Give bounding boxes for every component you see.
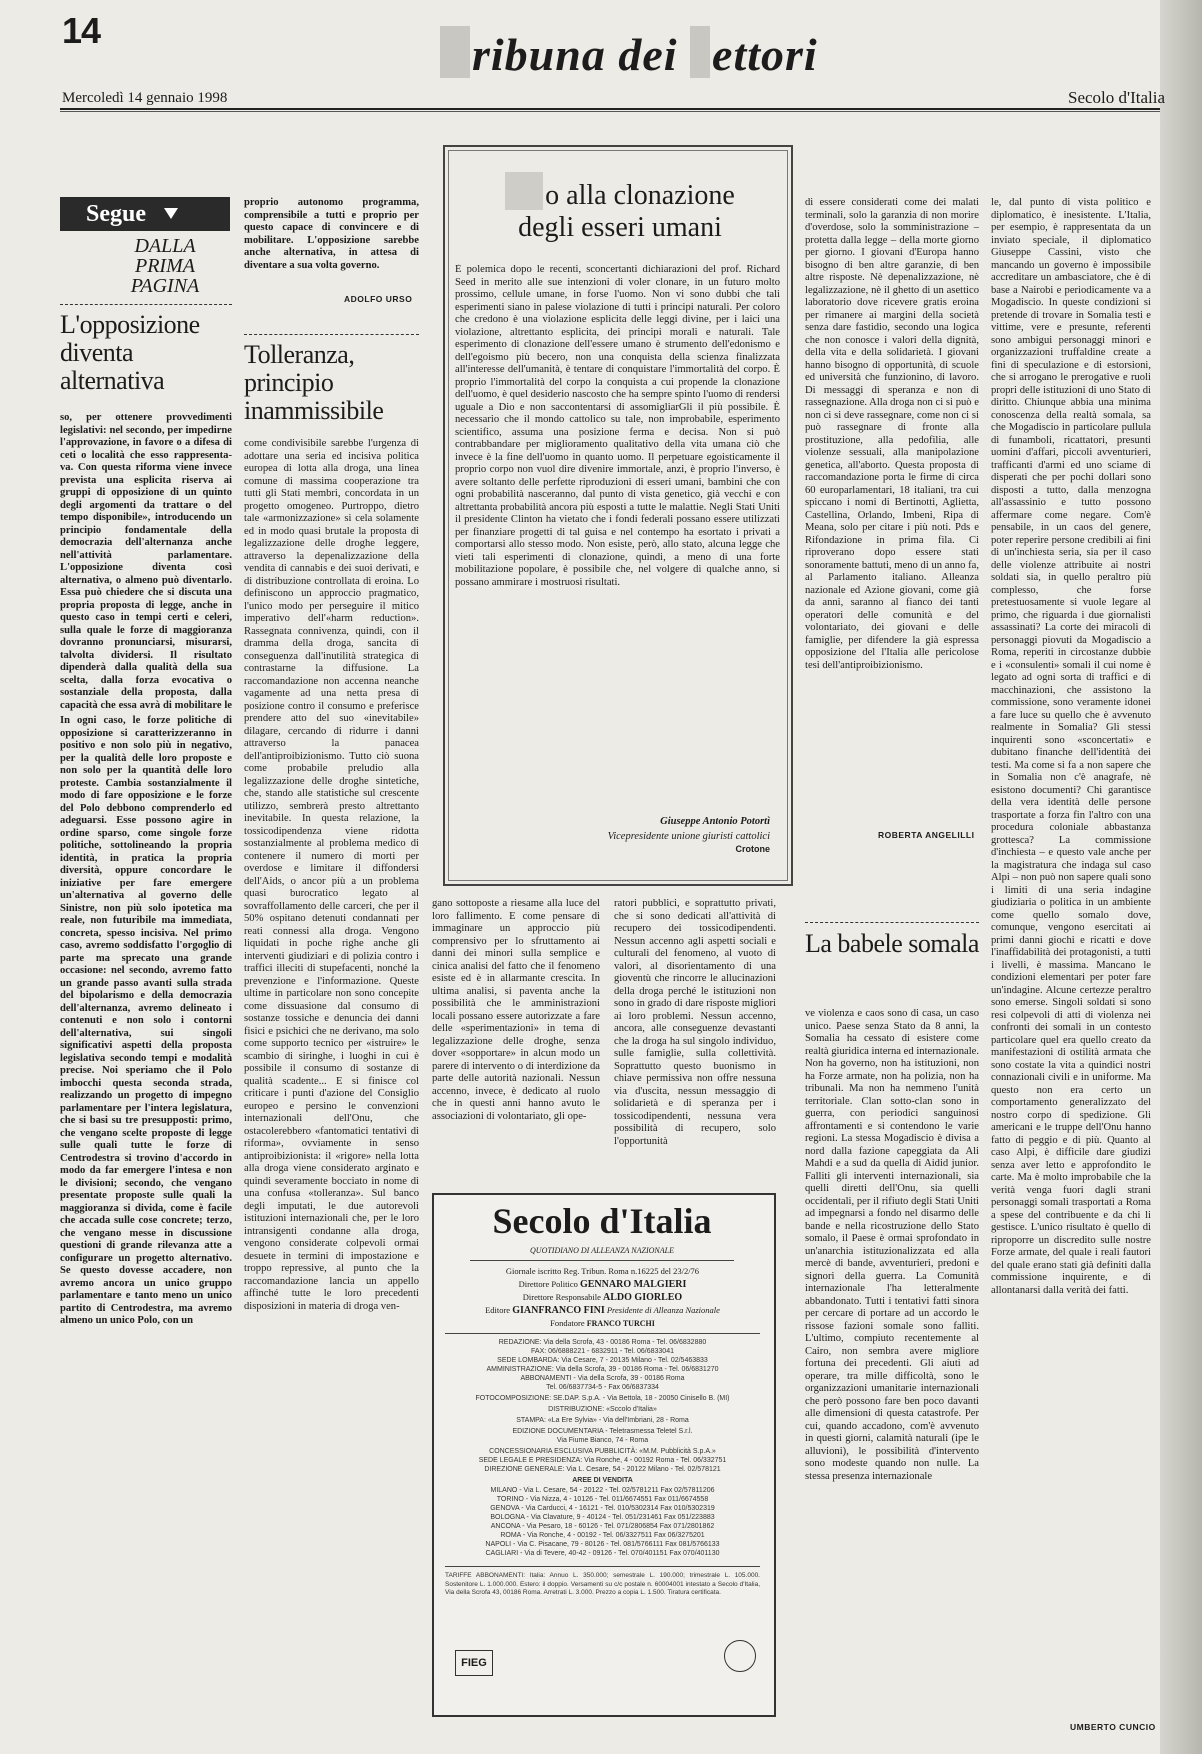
imprint-address: STAMPA: «La Ere Sylvia» - Via dell'Imbriani, 28 - Roma: [516, 1417, 689, 1424]
article-body-tolleranza: come condivisibile sarebbe l'urgenza di adottare una seria ed incisiva politica europea di lotta alla droga, una linea comune di massima cooperazione tra tutti gli Stati membri, concordata in un progetto omogeneo. Purtroppo, dietro tale «armonizzazione» si cela solamente ed in modo quasi brutale la proposta di legalizzazione delle droghe leggere, attraverso la depenalizzazione della vendita di cannabis e dei suoi derivati, e di distribuzione controllata di eroina. Lo definiscono un approccio pragmatico, l'unico modo per perseguire il mitico imperativo dell'«harm reduction». Rassegnata connivenza, quindi, con il dramma della droga, sancita di conseguenza dall'inutilità strategica di contrastarne la diffusione. La raccomandazione non accenna neanche vagamente ad una netta presa di posizione contro il consumo e preferisce prendere atto del suo «inevitabile» dilagare, cercando di ridurre i danni attraverso la panacea dell'antiproibizionismo. Tutto ciò suona come probabile preludio alla legalizzazione delle droghe sintetiche, che, stando alle statistiche sul crescente utilizzo, sembrerà presto altrettanto inevitabile. In questa relazione, la tossicodipendenza viene ridotta sostanzialmente al problema medico di contenere il numero di morti per overdose e limitare il diffondersi dell'Aids, o ancor più a un problema quasi burocratico legato al sovraffollamento delle carceri, che per il 50% ospitano detenuti condannati per reati connessi alla droga. Vengono liquidati in poche righe anche gli interventi giudiziari e di polizia contro i traffici illeciti di stupefacenti, nonché la prevenzione e l'informazione. Queste ultime in particolare non sono concepite come dissuasione dal consumo di sostanze tossiche e denuncia dei danni fisici e psichici che ne derivano, ma solo come supporto tecnico per «istruire» le scambio di siringhe, i luoghi in cui è possibile il consumo di sostanze di qualità scadente... E si finisce col criticare i punti d'azione del Consiglio europeo e persino le convenzioni internazionali dell'Onu, che ostacolerebbero «fantomatici tentativi di riforma», ovviamente in senso antiproibizionista: il «rigore» nella lotta alla droga viene considerato arginato e quindi severamente bocciato in nome di una confusa «tolleranza». Sul banco degli imputati, le due autorevoli istituzioni internazionali che, per le loro intransigenti condanne alla droga, vengono considerate colpevoli ormai desuete in termini di impostazione e troppo repressive, al punto che la raccomandazione lancia un appello affinché tutte le loro precedenti disposizioni in materia di droga ven-: [244, 438, 419, 1312]
imprint-address: NAPOLI - Via C. Pisacane, 79 - 80126 - Tel. 081/5766111 Fax 081/5766133: [485, 1541, 720, 1548]
imprint-registration: Giornale iscritto Reg. Tribun. Roma n.16225 del 23/2/76: [505, 1266, 700, 1276]
imprint-address: MILANO - Via L. Cesare, 54 - 20122 - Tel. 02/5781211 Fax 02/57811206: [490, 1487, 715, 1494]
masthead-initial-t: [440, 26, 470, 78]
imprint-address: AMMINISTRAZIONE: Via della Scrofa, 39 - 00186 Roma - Tel. 06/6831270: [486, 1366, 719, 1373]
imprint-political-director: [445, 1279, 760, 1290]
imprint-address: FOTOCOMPOSIZIONE: SE.DAP. S.p.A. - Via Bettola, 18 - 20050 Cinisello B. (MI): [475, 1395, 730, 1402]
fieg-logo: FIEG: [455, 1650, 493, 1676]
letter-body-clonazione: È polemica dopo le recenti, sconcertanti dichiarazioni del prof. Richard Seed in merito alle sue intenzioni di voler clonare, in un futuro molto prossimo, cellule umane, in forse l'uomo. Non vi sono dubbi che tali esperimenti siano in palese violazione di tutti i principi naturali. Per coloro che credono è una violazione esplicita delle leggi divine, per i laici una violazione, altrettanto esplicita, dei principi morali e naturali. Tale esperimento di clonazione dell'essere umano è strumento dell'edonismo e dell'egoismo più becero, non una conquista della scienza finalizzata all'interesse dell'umanità, è tentare di conquistare l'immortalità del corpo. È proprio l'immortalità del corpo la conquista a cui propende la clonazione dell'uomo, è quel desiderio nascosto che ha sempre spinto l'uomo di rendersi uguale a Dio e non saccontentarsi di assomigliarGli il più possibile. È necessario che il mondo cattolico su tale, non improbabile, esperimento scientifico, assuma una posizione ferma e decisa. Non si può contrabbandare per miglioramento qualitativo della vita umana ciò che invece è la fine dell'uomo in quanto uomo. Il perpetuare egoisticamente il proprio corpo non vuol dire divenire immortale, anzi, è proprio l'inverso, è avere soltanto delle perfette riproduzioni di esseri umani, bambini che con ogni probabilità nasceranno, dal punto di vista genetico, già vecchi e con altrettanta probabilità ancora più esposti a tutte le malattie. Negli Stati Uniti il presidente Clinton ha vietato che i fondi federali possano essere utilizzati per finanziare progetti di tal guisa e nel contempo ha esortato i privati a comportarsi allo stesso modo. Non esiste, però, allo stato, alcuna legge che vieti tali esperimenti di clonazione, quindi, a meno di una forte mobilitazione popolare, è possibile che, nel volgere di qualche anno, si possano ammirare i mostruosi risultati.: [455, 264, 780, 588]
signature-city: Crotone: [735, 844, 770, 854]
page-number: 14: [62, 10, 101, 51]
imprint-responsible-director: [445, 1292, 760, 1303]
resp-label: Direttore Responsabile: [522, 1292, 601, 1302]
signature-roberta-angelilli: ROBERTA ANGELILLI: [878, 830, 975, 840]
signature-adolfo-urso: ADOLFO URSO: [344, 294, 413, 304]
brand-line: Secolo d'Italia: [1068, 88, 1166, 107]
imprint-address: ROMA - Via Ronche, 4 - 00192 - Tel. 06/3327511 Fax 06/3275201: [500, 1532, 705, 1539]
article-body-opposizione-1: so, per ottenere provvedimenti legislativi: nel secondo, per impedirne l'approvazione, in favore o a difesa di ceti o località che esso rappresenta- va. Con questa riforma viene invece prevista una esplicita riserva ai gruppi di opposizione di un quinto degli argomenti da trattare o del tempo disponibile», introducendo un principio fondamentale della democrazia dell'alternanza anche nell'attività parlamentare. L'opposizione diventa così alternativa, o almeno può diventarlo. Essa può chiedere che si discuta una propria proposta di legge, anche in questo caso in tempi certi e celeri, sulla quale le forze di maggioranza dovranno pronunciarsi, misurarsi, talvolta dividersi. Il risultato dipenderà dalla qualità della sua scelta, dalla forza evocativa o sostanziale della proposta, dalla capacità che essa avrà di mobilitare le: [60, 412, 232, 711]
divider: [805, 922, 979, 923]
imprint-address: TORINO - Via Nizza, 4 - 10126 - Tel. 011/6674551 Fax 011/6674558: [496, 1496, 709, 1503]
resp-name: ALDO GIORLEO: [603, 1292, 683, 1303]
masthead-initial-l: [690, 26, 710, 78]
imprint-founder: [445, 1318, 760, 1329]
imprint-address: SEDE LEGALE E PRESIDENZA: Via Ronche, 4 - 00192 Roma - Tel. 06/332751: [478, 1457, 727, 1464]
imprint-address: EDIZIONE DOCUMENTARIA - Teletrasmessa Teletel S.r.l.: [512, 1428, 693, 1435]
article-headline-opposizione: L'opposizione diventa alternativa: [60, 310, 200, 395]
imprint-rule: [445, 1566, 760, 1567]
editor-label: Editore: [485, 1305, 511, 1315]
article-body-tolleranza-cont-1: gano sottoposte a riesame alla luce del loro fallimento. E come pensare di immaginare un approccio più comprensivo per lo sfruttamento ai danni dei minori sulla semplice e cinica analisi del fatto che il fenomeno esiste ed è in allarmante crescita. In ultima analisi, si paventa anche la possibilità che le amministrazioni locali possano essere autorizzate a fare delle «sperimentazioni» in tema di legalizzazione delle droghe, senza dover «sopportare» in alcun modo un parere di intervento o di interdizione da parte delle autorità nazionali. Nessun accenno, invece, è dedicato al ruolo che in questi anni hanno avuto le associazioni di volontariato, gli ope-: [432, 898, 600, 1122]
imprint-rule: [470, 1260, 734, 1261]
divider: [244, 334, 419, 335]
masthead-text-1: ribuna dei: [472, 29, 691, 80]
imprint-address: CONCESSIONARIA ESCLUSIVA PUBBLICITÀ: «M.M. Pubblicità S.p.A.»: [489, 1448, 716, 1455]
article-body-opposizione-2: In ogni caso, le forze politiche di opposizione si caratterizzeranno in positivo e non solo più in negativo, per la qualità delle loro proposte e non solo per la quantità delle loro proteste. Cambia sostanzialmente il modo di fare opposizione e le forze del Polo debbono comprenderlo ed adeguarsi. Esse possono agire in ordine sparso, come singole forze politiche, sottolineando la propria identità, in pratica la propria diversità, oppure concordare le iniziative per fare emergere un'alternativa al governo delle Sinistre, non più solo ipotetica ma reale, non futuribile ma immediata, concreta, spesso incisiva. Nel primo caso, avremo soddisfatto l'orgoglio di parte ma sprecato una grande occasione: nel secondo, avremo fatto un grande passo avanti sulla strada del bipolarismo e della democrazia dell'alternanza, avremo delineato i contenuti e non solo i contorni dell'alternativa, sui singoli significativi aspetti della proposta legislativa secondo tempi e modalità precise. Noi speriamo che il Polo imbocchi questa seconda strada, realizzando un progetto di impegno parlamentare per l'intera legislatura, che si basi su tre presupposti: primo, che vengano scelte proposte di legge sulle quali tutte le forze di Centrodestra si trovino d'accordo in modo da far emergere l'intesa e non le divisioni; secondo, che vengano presentate proposte sulle quali la maggioranza si divida, come è facile che accada sulle cose concrete; terzo, che vengano messe in discussione questioni di grande rilevanza atte a configurare un progetto alternativo. Se questo dovesse accadere, non avremo ancora un unico gruppo parlamentare e tanto meno un unico partito di Centrodestra, ma avremo almeno un unico Polo, con un: [60, 715, 232, 1326]
segue-label: Segue: [86, 201, 146, 227]
article-headline-tolleranza: Tolleranza, principio inammissibile: [244, 340, 384, 425]
headline-line-2: degli esseri umani: [518, 212, 722, 243]
letter-signature-role: [560, 830, 770, 856]
triangle-down-icon: [164, 208, 178, 219]
headline-line-1: o alla clonazione: [545, 180, 735, 211]
imprint-address: ABBONAMENTI - Via della Scrofa, 39 - 00186 Roma: [520, 1375, 685, 1382]
header-rule: [60, 108, 1160, 110]
imprint-subscription-rates: TARIFFE ABBONAMENTI: Italia: Annuo L. 350.000; semestrale L. 190.000; trimestrale L. 105.000. Sostenitore L. 1.000.000. Estero: il doppio. Versamenti su c/c postale n. 60004001 intestato a Secolo d'Italia, Via della Scrofa 43, 00186 Roma. Arretrati L. 3.000. Prezzo a copia L. 1.500. Tiratura certificata.: [445, 1572, 760, 1596]
article-body-babele-somala: ve violenza e caos sono di casa, un caso unico. Paese senza Stato da 8 anni, la Somalia ha cessato di esistere come realtà giuridica interna ed internazionale. Non ha governo, non ha istituzioni, non ha Forze armate, non ha polizia, non ha tribunali. Ma non ha nemmeno l'unità territoriale. Clan sotto-clan sono in guerra, con periodici sanguinosi affrontamenti e si contendono le varie regioni. La stessa Mogadiscio è divisa a nord dalla fazione capeggiata da Ali Mahdi e a sud da quella di Aidid junior. Falliti gli interventi internazionali, sia quelli diretti dell'Onu, sia quelli occidentali, per il rifiuto degli Stati Uniti ad impegnarsi a fondo nel disarmo delle bande e nella ricostruzione dello Stato somalo, il Paese è ormai sprofondato in un'anarchia istituzionalizzata ed alla mercè di bande, avventurieri, predoni e signori della guerra. La Comunità internazionale l'ha letteralmente abbandonato. Tutti i tentativi fatti sinora per cercare di portare ad un accordo le rissose fazioni somale sono falliti. L'ultimo, compiuto recentemente al Cairo, non sembra avere migliore fortuna dei precedenti. Gli aiuti ad operare, tra mille difficoltà, sono le organizzazioni umanitarie internazionali che però possono fare ben poco davanti alle dimensioni di questa catastrofe. Per cui, quando accadono, com'è avvenuto in questi giorni, calamità naturali (ipe le alluvioni), le possibilità d'intervento sono modeste quando non nulle. La stessa presenza internazionale: [805, 1008, 979, 1482]
dateline: Mercoledì 14 gennaio 1998: [62, 90, 228, 106]
article-body-urso-end: proprio autonomo programma, comprensibile a tutti e proprio per questo capace di convincere e di mobilitare. L'opposizione sarebbe anche alternativa, in attesa di diventare a sua volta governo.: [244, 197, 419, 271]
dalla-prima-pagina: DALLA PRIMA PAGINA: [130, 235, 200, 297]
signature-umberto-cuncio: UMBERTO CUNCIO: [1070, 1722, 1156, 1732]
imprint-address: ANCONA - Via Pesaro, 18 - 60126 - Tel. 071/2806854 Fax 071/2801862: [490, 1523, 715, 1530]
imprint-address: FAX: 06/6888221 - 6832911 - Tel. 06/6833041: [531, 1348, 674, 1355]
divider: [60, 304, 232, 305]
imprint-address: AREE DI VENDITA: [572, 1477, 633, 1484]
imprint-title: Secolo d'Italia: [492, 1201, 712, 1241]
imprint-rule: [445, 1333, 760, 1334]
imprint-address: BOLOGNA - Via Clavature, 9 - 40124 - Tel. 051/231461 Fax 051/223883: [490, 1514, 715, 1521]
founder-name: FRANCO TURCHI: [586, 1319, 655, 1328]
editor-name: GIANFRANCO FINI: [512, 1305, 605, 1316]
certification-seal-icon: [724, 1640, 756, 1672]
imprint-address: GENOVA - Via Carducci, 4 - 16121 - Tel. 010/5302314 Fax 010/5302319: [490, 1505, 715, 1512]
signature-role: Vicepresidente unione giuristi cattolici: [607, 831, 770, 842]
imprint-address: REDAZIONE: Via della Scrofa, 43 - 00186 Roma - Tel. 06/6832880: [498, 1339, 707, 1346]
imprint-address: Via Fiume Bianco, 74 - Roma: [556, 1437, 649, 1444]
imprint-address: DISTRIBUZIONE: «Sccolo d'Italia»: [548, 1406, 657, 1413]
pol-label: Direttore Politico: [518, 1279, 578, 1289]
article-body-tolleranza-end: di essere considerati come dei malati terminali, solo la garanzia di non morire d'overdose, solo la somministrazione – protetta dalla legge – della morte giorno per giorno. I giovani d'Europa hanno bisogno di ben altre garanzie, di ben altre risposte. Nè depenalizzazione, nè legalizzazione, nè il ghetto di un asettico laboratorio dove ricevere gratis eroina per rimanere ai margini della società senza dare fastidio, secondo una logica che non conosce i valori della dignità, della vita e della solidarietà. I giovani hanno bisogno di opportunità, di scuole ed università che funzionino, di lavoro. Di messaggi di speranza e non di rassegnazione. Alla droga non ci si può e non ci si deve rassegnare, come non ci si può rassegnare di fronte alla prostituzione, alla pedofilia, alle violenze sessuali, alla manipolazione genetica, all'aborto. Questa proposta di raccomandazione porta le firme di circa 60 europarlamentari, 18 italiani, tra cui spiccano i nomi di Bertinotti, Aglietta, Castellina, Orlando, Imbeni, Ripa di Meana, solo per citare i più noti. Pds e Rifondazione in prima fila. Ci riproverano dopo essere stati sonoramente battuti, meno di un anno fa, al Parlamento italiano. Alleanza nazionale ed Azione giovani, come già da anni, saranno al fianco dei tanti operatori delle comunità e del volontariato, dei giovani e delle famiglie, per difendere la già espressa opposizione del l'Italia alle pericolose tesi dell'antiproibizionismo.: [805, 197, 979, 671]
page-fold-shadow: [1160, 0, 1202, 1754]
masthead-text-2: ettori: [712, 29, 818, 80]
imprint-address: CAGLIARI - Via di Tevere, 40-42 - 09126 - Tel. 070/401151 Fax 070/401130: [485, 1550, 720, 1557]
segue-banner: [60, 197, 230, 231]
article-headline-babele-somala: La babele somala: [805, 929, 979, 958]
editor-role: Presidente di Alleanza Nazionale: [606, 1305, 720, 1315]
letter-signature-name: Giuseppe Antonio Potortì: [660, 816, 770, 827]
article-body-babele-somala-cont: le, dal punto di vista politico e diplomatico, è inesistente. L'Italia, per esempio, è rappresentata da un inviato speciale, il diplomatico Giuseppe Cassini, visto che mancando un governo è impossibile accreditare un ambasciatore, che è di base a Nairobi e periodicamente va a Mogadiscio. In queste condizioni si pretende di trovare in Somalia testi e vittime, vere e presunte, referenti sono ambigui personaggi minori e organizzazioni truffaldine create a fini di speculazione e di estorsioni, che si arrogano le prerogative e ruoli propri delle istituzioni di uno Stato di diritto. Chiunque abbia una minima conoscenza della realtà somala, sa che Mogadiscio in particolare pullula di funamboli, ricattatori, presunti uomini d'affari, piccoli avventurieri, trafficanti d'armi ed uno sciame di disperati che per pochi dollari sono disposti a tutto, dalla menzogna all'assassinio e tutto possono affermare come negare. Com'è pensabile, in un caos del genere, poter reperire persone credibili ai fini di un'inchiesta seria, sia per il caso delle violenze attribuite ai nostri soldati sia, in quello peraltro più complesso, che forse pretestuosamente si vuole legare al primo, che riguarda i due giornalisti assassinati? La corte dei miracoli di personaggi piovuti da Mogadiscio a Roma, reperiti in circostanze dubbie e i «consulenti» somali il cui nome è legato ad ogni sorta di traffici e di macchinazioni, che assistono la commissione, sono veramente idonei a fare luce su quello che è avvenuto realmente in Somalia? Gli stessi inquirenti sono «sconcertati» e dubitano finanche dell'identità dei testi. Ma come si fa a non sapere che in Somalia non c'è anagrafe, nè esistono documenti? Chi garantisce della vera identità delle persone trasportate a forza fin l'altro con una procedura coloniale abbastanza grottesca? La commissione d'inchiesta – e questo vale anche per la magistratura che indaga sul caso Alpi – non può non sapere quali sono i limiti di una seria indagine giudiziaria o politica in un ambiente come quello somalo dove, comunque, vengono esercitati ai primi danni giochi e ricatti e dove l'inaffidabilità dei protagonisti, a tutti i livelli, è massima. Mancano le condizioni elementari per poter fare un'indagine. Alcune certezze peraltro sono emerse. Singoli soldati si sono resi colpevoli di atti di violenza nei confronti dei somali in un contesto particolare quel era quello creato da manifestazioni di ostilità armata che sono costate la vita a quindici nostri connazionali civili e in uniforme. Ma questo non era certo un comportamento generalizzato del nostro corpo di spedizione. Gli americani e le truppe dell'Onu hanno fatto di peggio e di più. Quanto al caso Alpi, è difficile dare giudizi senza aver letto e approfondito le carte. Ma è molto improbabile che la verità venga fuori dagli strani personaggi somali trasportati a Roma a spese del contribuente e da chi li gestisce. L'unico risultato è quello di riproporre un discredito sulle nostre Forze armate, del quale i reali fautori del quale erano stati già definiti dalla commissione inquirente, e di allontanarsi dalla verità dei fatti.: [991, 197, 1151, 1296]
letter-headline-clonazione: [455, 172, 785, 244]
article-body-tolleranza-cont-2: ratori pubblici, e soprattutto privati, che si sono dedicati all'attività di recupero dei tossicodipendenti. Nessun accenno agli aspetti sociali e culturali del fenomeno, al vuoto di valori, al disorientamento di una gioventù che rincorre le allucinazioni della droga perché le istituzioni non sono in grado di dare risposte migliori ai loro problemi. Nessun accenno, ancora, alle conseguenze devastanti che la droga ha sul singolo individuo, sulle famiglie, sulla collettività. Soprattutto questo buonismo in chiave permissiva non offre nessuna via d'uscita, nessun messaggio di solidarietà e di speranza per i tossicodipendenti, nessuna vera possibilità di recupero, solo l'opportunità: [614, 898, 776, 1147]
headline-initial-n: [505, 172, 543, 210]
header-rule-thin: [60, 111, 1160, 112]
imprint-editor: [445, 1305, 760, 1316]
imprint-subtitle: QUOTIDIANO DI ALLEANZA NAZIONALE: [530, 1246, 674, 1255]
imprint-address: SEDE LOMBARDA: Via Cesare, 7 - 20135 Milano - Tel. 02/5463833: [497, 1357, 708, 1364]
pol-name: GENNARO MALGIERI: [579, 1279, 687, 1290]
imprint-address: Tel. 06/6837734-5 - Fax 06/6837334: [546, 1384, 659, 1391]
founder-label: Fondatore: [550, 1318, 585, 1328]
section-masthead: [440, 26, 818, 81]
imprint-address: DIREZIONE GENERALE: Via L. Cesare, 54 - 20122 Milano - Tel. 02/578121: [484, 1466, 721, 1473]
